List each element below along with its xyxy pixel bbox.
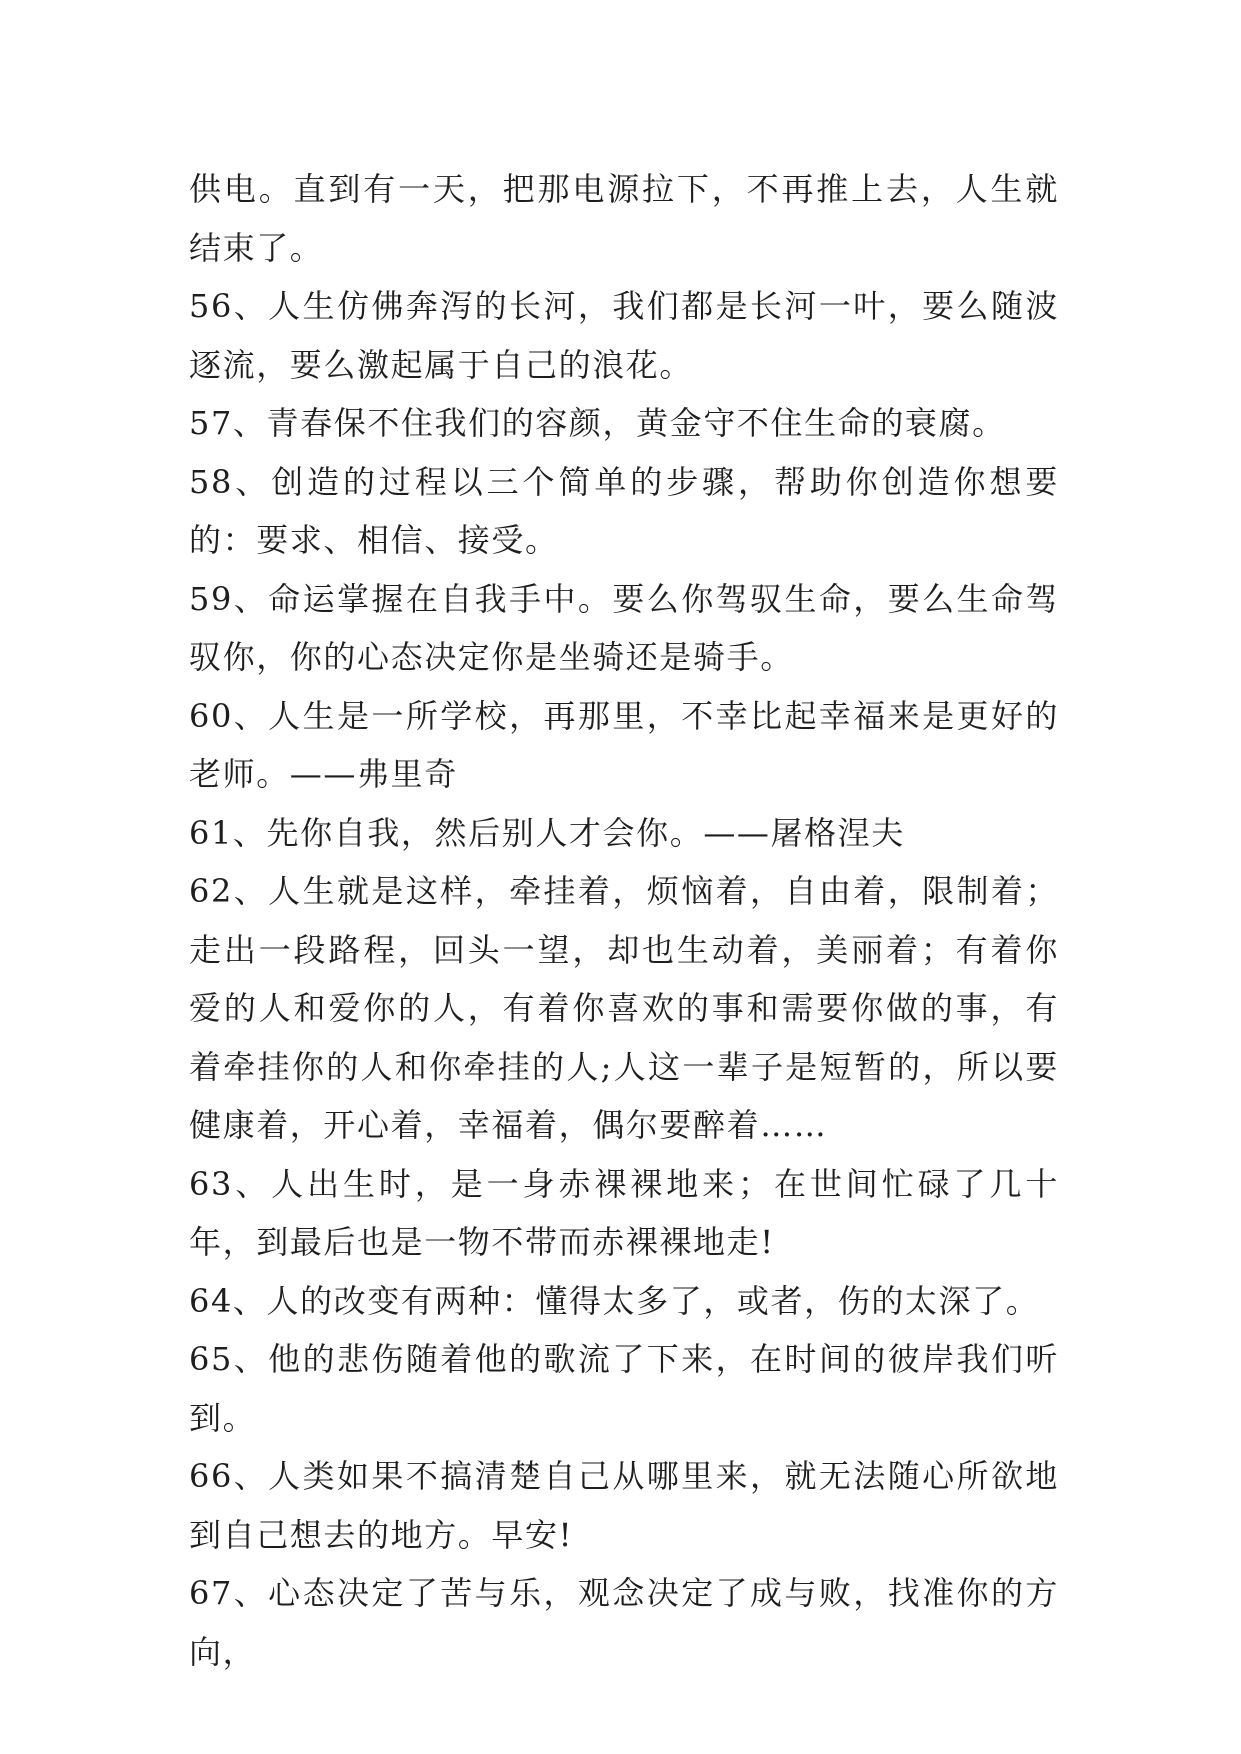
paragraph-60: 60、人生是一所学校，再那里，不幸比起幸福来是更好的老师。——弗里奇 — [189, 696, 1059, 793]
paragraph-66: 66、人类如果不搞清楚自己从哪里来，就无法随心所欲地到自己想去的地方。早安! — [189, 1457, 1059, 1554]
paragraph-59: 59、命运掌握在自我手中。要么你驾驭生命，要么生命驾驭你，你的心态决定你是坐骑还是骑手。 — [189, 579, 1059, 676]
paragraph-57: 57、青春保不住我们的容颜，黄金守不住生命的衰腐。 — [189, 404, 1006, 442]
paragraph-56: 56、人生仿佛奔泻的长河，我们都是长河一叶，要么随波逐流，要么激起属于自己的浪花。 — [189, 287, 1059, 384]
paragraph-62: 62、人生就是这样，牵挂着，烦恼着，自由着，限制着；走出一段路程，回头一望，却也生动着，美丽着；有着你爱的人和爱你的人，有着你喜欢的事和需要你做的事，有着牵挂你的人和你牵挂的人;人这一辈子是短暂的，所以要健康着，开心着，幸福着，偶尔要醉着…… — [189, 872, 1059, 1144]
paragraph-67: 67、心态决定了苦与乐，观念决定了成与败，找准你的方向， — [189, 1574, 1059, 1671]
paragraph-58: 58、创造的过程以三个简单的步骤，帮助你创造你想要的：要求、相信、接受。 — [189, 462, 1059, 559]
paragraph-64: 64、人的改变有两种：懂得太多了，或者，伤的太深了。 — [189, 1281, 1040, 1320]
paragraph-61: 61、先你自我，然后别人才会你。——屠格涅夫 — [189, 813, 905, 852]
paragraph-continuation: 供电。直到有一天，把那电源拉下，不再推上去，人生就结束了。 — [189, 170, 1059, 267]
paragraph-63: 63、人出生时，是一身赤裸裸地来；在世间忙碌了几十年，到最后也是一物不带而赤裸裸地走! — [189, 1164, 1059, 1261]
paragraph-65: 65、他的悲伤随着他的歌流了下来，在时间的彼岸我们听到。 — [189, 1340, 1059, 1437]
document-body — [189, 160, 1059, 1681]
